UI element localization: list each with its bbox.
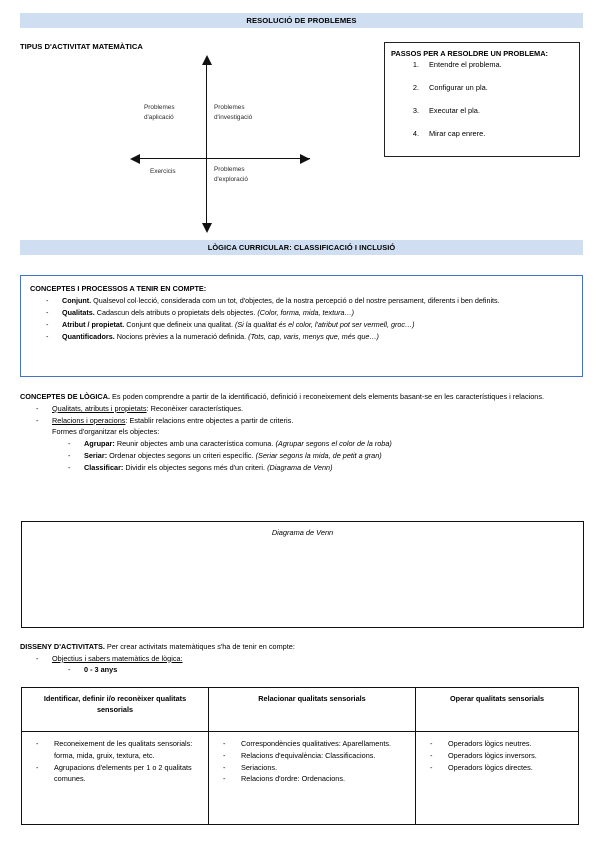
- list-item: [26, 738, 204, 762]
- list-item-text: Operadors lògics neutres.: [448, 739, 532, 748]
- cell-list: [26, 738, 204, 785]
- section-header-resolucio-de-problemes: RESOLUCIÓ DE PROBLEMES: [20, 13, 583, 28]
- term: Classificar:: [84, 462, 124, 472]
- term: Qualitats.: [62, 308, 95, 318]
- arrow-down-icon: [202, 223, 212, 233]
- step-text: Executar el pla.: [429, 106, 480, 115]
- arrow-left-icon: [130, 154, 140, 164]
- logica-intro-text: Es poden comprendre a partir de la identificació, definició i reconeixement dels elements basant-se en les característiques i relacions.: [110, 392, 545, 401]
- definition: Dividir els objectes segons més d'un criteri.: [123, 462, 268, 472]
- list-item-text: Reconeixement de les qualitats sensorials: forma, mida, gruix, textura, etc.: [54, 739, 193, 760]
- list-item: [26, 762, 204, 786]
- term: Seriar:: [84, 451, 108, 461]
- quadrant-label-top-left: Problemes d'aplicació: [144, 104, 175, 121]
- venn-diagram-caption: Diagrama de Venn: [271, 528, 334, 537]
- table-cell-identificar: [22, 732, 209, 825]
- dash-bullet-icon: -: [68, 439, 71, 449]
- age-range-label: 0 - 3 anys: [84, 665, 118, 675]
- separator: :: [146, 403, 151, 413]
- passos-box-title: PASSOS PER A RESOLDRE UN PROBLEMA:: [391, 49, 548, 58]
- dash-bullet-icon: -: [223, 750, 226, 760]
- heading-tipus-activitat-matematica: TIPUS D'ACTIVITAT MATEMÀTICA: [20, 42, 143, 51]
- dash-bullet-icon: -: [68, 665, 71, 675]
- dash-bullet-icon: -: [430, 739, 433, 748]
- definition: Conjunt que defineix una qualitat.: [124, 320, 235, 330]
- qualitats-sensorials-table: [21, 687, 579, 825]
- passos-per-resoldre-problema-box: [384, 42, 580, 157]
- dash-bullet-icon: -: [223, 762, 226, 772]
- dash-bullet-icon: -: [36, 653, 39, 663]
- list-item: [213, 773, 411, 785]
- list-item: [30, 320, 574, 331]
- term: Quantificadors.: [62, 332, 115, 342]
- conceptes-de-logica-block: [20, 391, 583, 474]
- list-item-text: Operadors lògics inversors.: [448, 750, 537, 760]
- conceptes-box-title: CONCEPTES I PROCESSOS A TENIR EN COMPTE:: [30, 284, 207, 293]
- horizontal-axis-line: [138, 158, 310, 159]
- list-item: [20, 664, 583, 676]
- separator: :: [125, 415, 130, 425]
- dash-bullet-icon: -: [430, 762, 433, 772]
- definition: Reconèixer característiques.: [150, 403, 244, 413]
- dash-bullet-icon: -: [46, 296, 49, 305]
- conceptes-list: [30, 296, 574, 345]
- list-item: [20, 462, 583, 474]
- cell-list: [213, 738, 411, 785]
- dash-bullet-icon: -: [223, 739, 226, 748]
- dash-bullet-icon: -: [36, 415, 39, 425]
- venn-diagram-placeholder-box: [21, 521, 584, 628]
- list-item: [420, 750, 574, 762]
- quadrant-label-bottom-right: Problemes d'exploració: [214, 166, 248, 183]
- list-item: [20, 653, 583, 665]
- step-number: 1.: [412, 60, 419, 69]
- term-underlined: Relacions i operacions: [52, 415, 126, 425]
- list-item-text: Relacions d'equivalència: Classificacions.: [241, 750, 376, 760]
- table-header-row: [22, 688, 579, 732]
- list-item: [20, 415, 583, 427]
- definition: Cadascun dels atributs o propietats dels objectes.: [94, 308, 258, 318]
- list-item: [20, 450, 583, 462]
- table-header-operar: Operar qualitats sensorials: [416, 688, 579, 732]
- table-header-relacionar: Relacionar qualitats sensorials: [209, 688, 416, 732]
- term: Conjunt.: [62, 296, 92, 305]
- table-header-identificar: Identificar, definir i/o reconèixer qualitats sensorials: [22, 688, 209, 732]
- list-item-text: Correspondències qualitatives: Aparellaments.: [241, 739, 392, 748]
- step-text: Entendre el problema.: [429, 60, 502, 69]
- conceptes-i-processos-box: [20, 275, 583, 377]
- dash-bullet-icon: -: [46, 320, 49, 330]
- logica-heading: CONCEPTES DE LÒGICA.: [20, 392, 111, 401]
- step-number: 4.: [412, 129, 419, 138]
- dash-bullet-icon: -: [36, 762, 39, 772]
- example-note: (Tots, cap, varis, menys que, més que…): [248, 332, 379, 342]
- dash-bullet-icon: -: [46, 332, 49, 342]
- disseny-heading: DISSENY D'ACTIVITATS.: [20, 642, 105, 651]
- dash-bullet-icon: -: [68, 462, 71, 472]
- term-underlined: Qualitats, atributs i propietats: [52, 403, 147, 413]
- dash-bullet-icon: -: [46, 308, 49, 318]
- step-text: Configurar un pla.: [429, 83, 488, 92]
- step-number: 2.: [412, 83, 419, 92]
- section-header-logica-curricular: LÒGICA CURRICULAR: CLASSIFICACIÓ I INCLUSIÓ: [20, 240, 583, 255]
- definition: Nocions prèvies a la numeració definida.: [114, 332, 249, 342]
- table-cell-relacionar: [209, 732, 416, 825]
- dash-bullet-icon: -: [430, 750, 433, 760]
- example-note: (Diagrama de Venn): [267, 462, 333, 472]
- list-item-text: Relacions d'ordre: Ordenacions.: [241, 774, 346, 784]
- quadrant-diagram: [130, 55, 295, 235]
- term: Agrupar:: [84, 439, 115, 449]
- dash-bullet-icon: -: [223, 774, 226, 784]
- disseny-intro-text: Per crear activitats matemàtiques s'ha de tenir en compte:: [104, 642, 295, 651]
- vertical-axis-line: [206, 63, 207, 228]
- list-item: [30, 296, 574, 307]
- list-item-text: Operadors lògics directes.: [448, 762, 533, 772]
- list-item: [391, 60, 575, 83]
- quadrant-label-bottom-left: Exercicis: [150, 168, 176, 175]
- arrow-right-icon: [300, 154, 310, 164]
- list-item: [391, 106, 575, 129]
- step-number: 3.: [412, 106, 419, 115]
- dash-bullet-icon: -: [36, 739, 39, 748]
- list-item: [420, 762, 574, 774]
- list-item: [391, 129, 575, 152]
- list-item: [213, 762, 411, 774]
- objectius-bullet-text: Objectius i sabers matemàtics de lògica:: [52, 653, 183, 663]
- list-item: [20, 403, 583, 415]
- formes-organitzar-label: Formes d'organitzar els objectes:: [52, 427, 160, 437]
- definition: Ordenar objectes segons un criteri específic.: [107, 451, 256, 461]
- arrow-up-icon: [202, 55, 212, 65]
- cell-list: [420, 738, 574, 773]
- example-note: (Seriar segons la mida, de petit a gran): [255, 451, 382, 461]
- example-note: (Agrupar segons el color de la roba): [275, 439, 392, 449]
- dash-bullet-icon: -: [68, 451, 71, 461]
- table-row: [22, 732, 579, 825]
- definition: Qualsevol col·lecció, considerada com un tot, d'objectes, de la nostra percepció o del nostre pensament, diferents i ben definits.: [91, 296, 500, 305]
- list-item: [420, 738, 574, 750]
- definition: Establir relacions entre objectes a partir de criteris.: [129, 415, 294, 425]
- list-item: [30, 332, 574, 343]
- disseny-activitats-block: [20, 641, 583, 676]
- definition: Reunir objectes amb una característica comuna.: [114, 439, 276, 449]
- quadrant-label-top-right: Problemes d'investigació: [214, 104, 253, 121]
- list-item-text: Seriacions.: [241, 762, 278, 772]
- dash-bullet-icon: -: [36, 403, 39, 413]
- step-text: Mirar cap enrere.: [429, 129, 486, 138]
- logica-intro-paragraph: [20, 391, 583, 403]
- term: Atribut / propietat.: [62, 320, 125, 330]
- passos-steps-list: [391, 60, 575, 152]
- list-item: [213, 750, 411, 762]
- list-item: [391, 83, 575, 106]
- list-item-text: Agrupacions d'elements per 1 o 2 qualitats comunes.: [54, 762, 192, 784]
- list-item: [213, 738, 411, 750]
- example-note: (Color, forma, mida, textura…): [257, 308, 355, 318]
- table-cell-operar: [416, 732, 579, 825]
- disseny-intro-paragraph: [20, 641, 583, 653]
- list-item: [20, 438, 583, 450]
- example-note: (Si la qualitat és el color, l'atribut pot ser vermell, groc…): [234, 320, 415, 330]
- list-item: [30, 308, 574, 319]
